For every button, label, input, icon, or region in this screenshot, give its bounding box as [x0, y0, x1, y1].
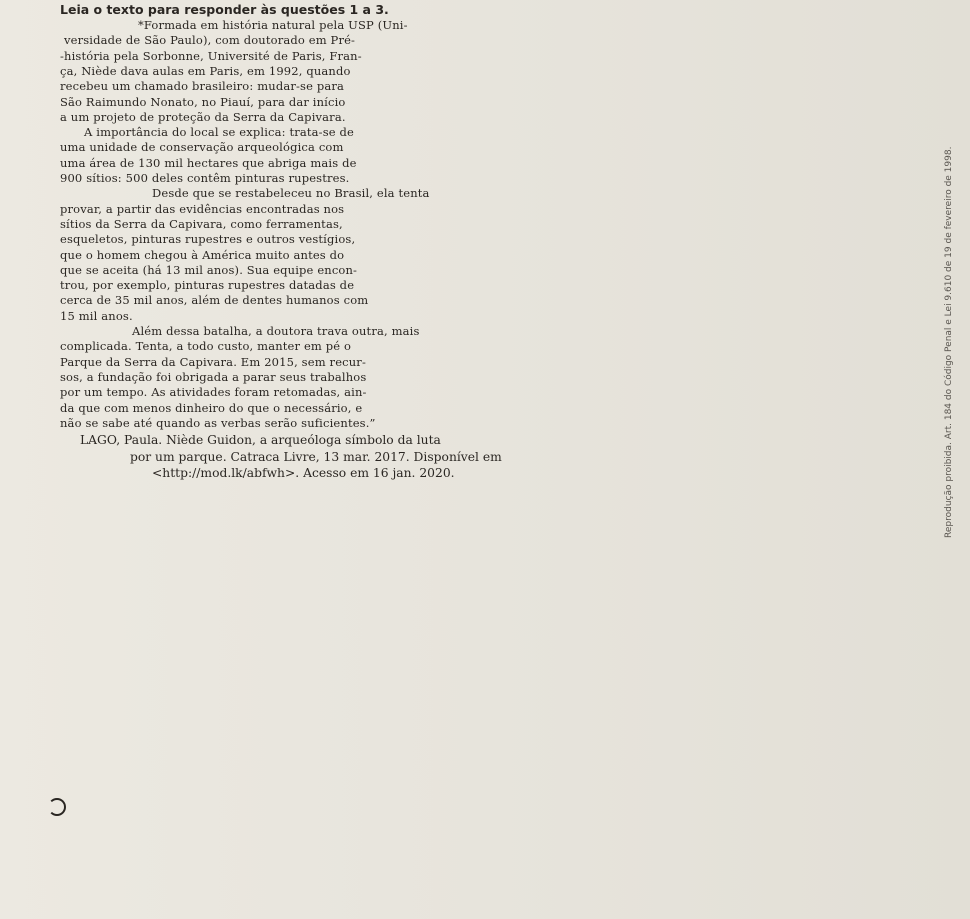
source-text-line: esqueletos, pinturas rupestres e outros vestígios, [60, 232, 356, 247]
source-text-line: por um tempo. As atividades foram retomadas, ain- [60, 385, 367, 400]
handwritten-mark [48, 798, 66, 816]
source-text-line: da que com menos dinheiro do que o necessário, e [60, 400, 363, 415]
source-text-line: recebeu um chamado brasileiro: mudar-se para [60, 79, 345, 94]
source-text-line: 15 mil anos. [60, 308, 133, 323]
citation-line: por um parque. Catraca Livre, 13 mar. 2017. Disponível em [130, 449, 502, 464]
source-text-line: -história pela Sorbonne, Université de Paris, Fran- [60, 48, 362, 63]
source-text-line: Além dessa batalha, a doutora trava outra, mais [132, 324, 420, 338]
source-text-line: provar, a partir das evidências encontradas nos [60, 201, 345, 216]
source-text-line: A importância do local se explica: trata-se de [84, 125, 354, 140]
copyright-text: Reprodução proibida. Art. 184 do Código Penal e Lei 9.610 de 19 de fevereiro de 1998. [944, 146, 954, 538]
source-text-line: a um projeto de proteção da Serra da Capivara. [60, 109, 346, 124]
source-text-line: uma área de 130 mil hectares que abriga mais de [60, 155, 357, 170]
section-header: Leia o texto para responder às questões 1 a 3. [60, 2, 389, 17]
source-text-line: São Raimundo Nonato, no Piauí, para dar início [60, 94, 346, 109]
citation-line: <http://mod.lk/abfwh>. Acesso em 16 jan. 2020. [152, 466, 455, 480]
source-text-line: trou, por exemplo, pinturas rupestres datadas de [60, 278, 355, 293]
source-text-line: que o homem chegou à América muito antes do [60, 247, 345, 262]
source-text-line: *Formada em história natural pela USP (Uni- [138, 18, 408, 32]
source-text-line: não se sabe até quando as verbas serão suficientes.” [60, 415, 376, 430]
source-text-line: complicada. Tenta, a todo custo, manter em pé o [60, 339, 352, 354]
citation-line: LAGO, Paula. Niède Guidon, a arqueóloga símbolo da luta [80, 433, 441, 447]
source-text-line: Parque da Serra da Capivara. Em 2015, sem recur- [60, 354, 366, 369]
source-text-line: 900 sítios: 500 deles contêm pinturas rupestres. [60, 171, 350, 185]
source-text-line: ça, Niède dava aulas em Paris, em 1992, quando [60, 63, 351, 78]
source-text-line: uma unidade de conservação arqueológica com [60, 140, 344, 155]
source-text-line: cerca de 35 mil anos, além de dentes humanos com [60, 293, 369, 308]
copyright-note [930, 146, 954, 538]
source-text-line: Desde que se restabeleceu no Brasil, ela tenta [152, 186, 430, 201]
source-text-line: sos, a fundação foi obrigada a parar seus trabalhos [60, 369, 367, 384]
source-text-line: sítios da Serra da Capivara, como ferramentas, [60, 216, 343, 231]
source-text-line: versidade de São Paulo), com doutorado em Pré- [64, 33, 356, 48]
source-text-line: que se aceita (há 13 mil anos). Sua equipe encon- [60, 262, 358, 277]
